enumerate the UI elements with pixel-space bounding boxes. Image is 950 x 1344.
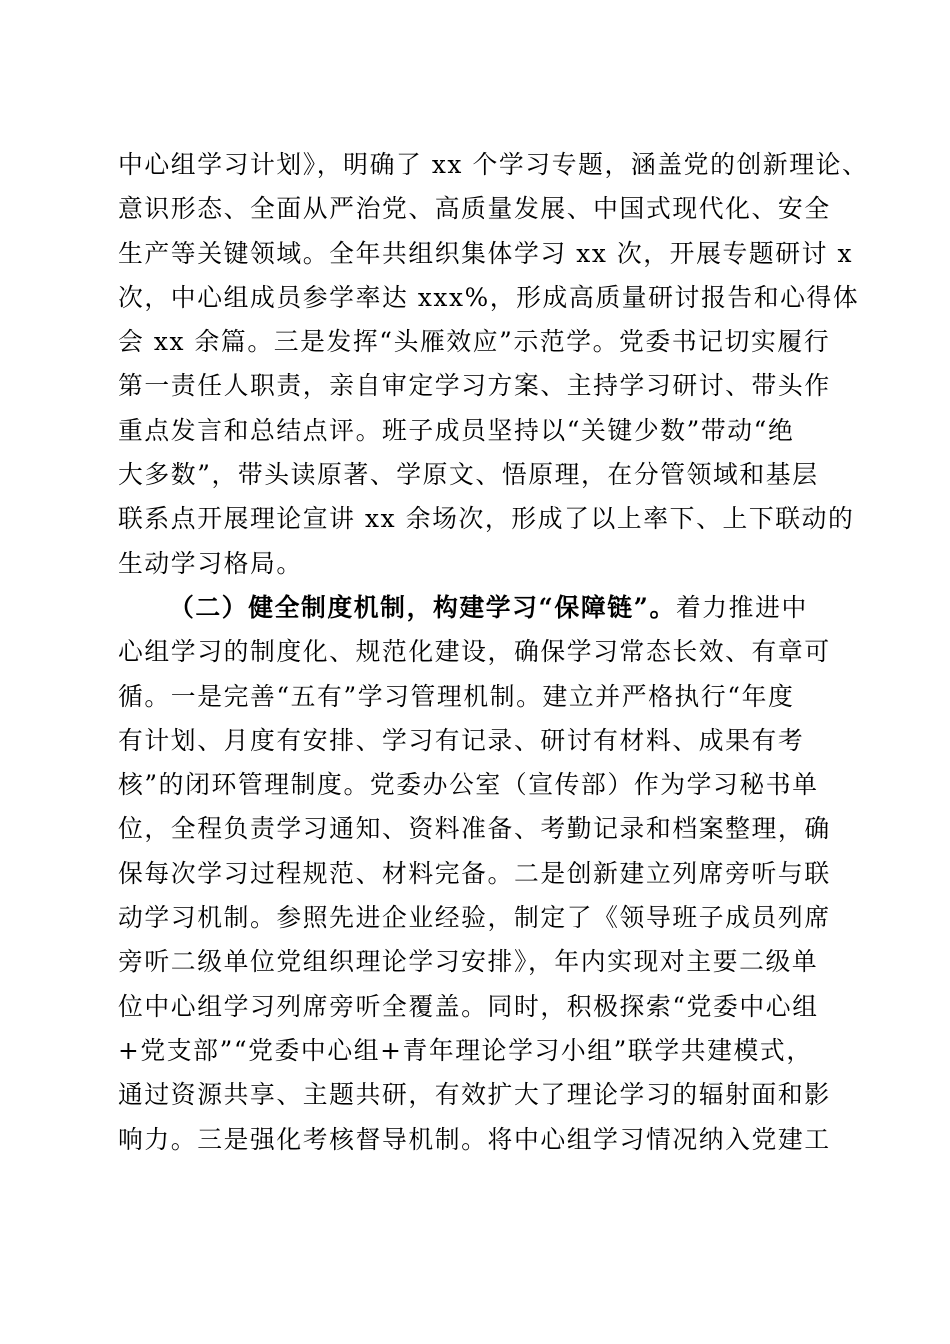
text-line: 核”的闭环管理制度。党委办公室（宣传部）作为学习秘书单 bbox=[118, 770, 819, 800]
text-line: 心组学习的制度化、规范化建设，确保学习常态长效、有章可 bbox=[118, 637, 831, 667]
text-line: 生动学习格局。 bbox=[118, 548, 303, 578]
text-line: 生产等关键领域。全年共组织集体学习 xx 次，开展专题研讨 x bbox=[118, 238, 854, 268]
text-line: 有计划、月度有安排、学习有记录、研讨有材料、成果有考 bbox=[118, 725, 805, 755]
text-line: 响力。三是强化考核督导机制。将中心组学习情况纳入党建工 bbox=[118, 1124, 831, 1154]
text-line: 循。一是完善“五有”学习管理机制。建立并严格执行“年度 bbox=[118, 681, 795, 711]
text-line: 联系点开展理论宣讲 xx 余场次，形成了以上率下、上下联动的 bbox=[118, 504, 855, 534]
text-line: 第一责任人职责，亲自审定学习方案、主持学习研讨、带头作 bbox=[118, 371, 831, 401]
section-heading-continuation: 着力推进中 bbox=[675, 592, 808, 622]
text-line: 大多数”，带头读原著、学原文、悟原理，在分管领域和基层 bbox=[118, 460, 819, 490]
text-line: 次，中心组成员参学率达 xxx%，形成高质量研讨报告和心得体 bbox=[118, 282, 860, 312]
text-line: +党支部”“党委中心组+青年理论学习小组”联学共建模式， bbox=[118, 1035, 813, 1065]
section-heading-line bbox=[118, 586, 830, 630]
text-line: 重点发言和总结点评。班子成员坚持以“关键少数”带动“绝 bbox=[118, 415, 795, 445]
text-line: 会 xx 余篇。三是发挥“头雁效应”示范学。党委书记切实履行 bbox=[118, 327, 831, 357]
body-text bbox=[118, 143, 869, 1162]
text-line: 中心组学习计划》，明确了 xx 个学习专题，涵盖党的创新理论、 bbox=[118, 150, 869, 179]
text-line: 通过资源共享、主题共研，有效扩大了理论学习的辐射面和影 bbox=[118, 1080, 831, 1110]
text-line: 位中心组学习列席旁听全覆盖。同时，积极探索“党委中心组 bbox=[118, 991, 819, 1021]
text-line: 动学习机制。参照先进企业经验，制定了《领导班子成员列席 bbox=[118, 903, 831, 933]
section-heading: （二）健全制度机制，构建学习“保障链”。 bbox=[169, 592, 676, 622]
text-line: 意识形态、全面从严治党、高质量发展、中国式现代化、安全 bbox=[118, 194, 831, 224]
text-line: 旁听二级单位党组织理论学习安排》，年内实现对主要二级单 bbox=[118, 947, 819, 977]
text-line: 保每次学习过程规范、材料完备。二是创新建立列席旁听与联 bbox=[118, 858, 831, 888]
text-line: 位，全程负责学习通知、资料准备、考勤记录和档案整理，确 bbox=[118, 814, 831, 844]
